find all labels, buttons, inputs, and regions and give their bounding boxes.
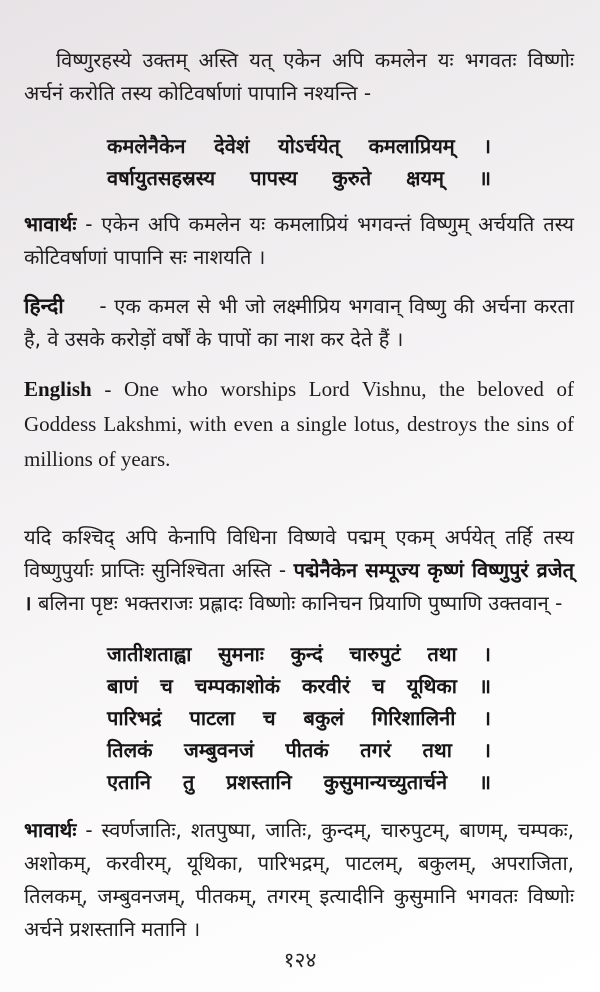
verse-block-1 [107, 130, 491, 194]
english-label: English [24, 377, 92, 401]
inline-quote: पद्मेनैकेन सम्पूज्य कृष्णं विष्णुपुरं व्रजेत् । [24, 558, 575, 615]
verse-line: पारिभद्रं पाटला च बकुलं गिरिशालिनी । [107, 706, 491, 730]
intro-text: विष्णुरहस्ये उक्तम् अस्ति यत् एकेन अपि कमलेन यः भगवतः विष्णोः अर्चनं करोति तस्य कोटिवर्षाणां पापानि नश्यन्ति - [24, 48, 574, 105]
hindi-text: - एक कमल से भी जो लक्ष्मीप्रिय भगवान् विष्णु की अर्चना करता है, वे उसके करोड़ों वर्षों के पापों का नाश कर देते हैं । [24, 294, 574, 351]
english-paragraph [24, 372, 574, 477]
hindi-label: हिन्दी [24, 294, 64, 318]
verse-block-2 [107, 638, 491, 798]
intro-paragraph [24, 44, 574, 110]
bhavartha-2-label: भावार्थः [24, 818, 77, 842]
bhavartha-1-text: - एकेन अपि कमलेन यः कमलाप्रियं भगवन्तं विष्णुम् अर्चयति तस्य कोटिवर्षाणां पापानि सः नाशयति । [24, 212, 575, 269]
bhavartha-1-label: भावार्थः [24, 212, 77, 236]
bhavartha-2-paragraph [24, 814, 574, 946]
verse-line: जातीशताह्वा सुमनाः कुन्दं चारुपुटं तथा । [107, 642, 491, 666]
verse-line: वर्षायुतसहस्रस्य पापस्य कुरुते क्षयम् ॥ [107, 166, 491, 190]
page-number: १२४ [283, 948, 317, 972]
verse-line: तिलकं जम्बुवनजं पीतकं तगरं तथा । [107, 738, 491, 762]
second-intro-tail: बलिना पृष्टः भक्तराजः प्रह्लादः विष्णोः कानिचन प्रियाणि पुष्पाणि उक्तवान् - [37, 591, 563, 615]
second-intro-paragraph [24, 521, 574, 620]
english-text: - One who worships Lord Vishnu, the beloved of Goddess Lakshmi, with even a single lotus, destroys the sins of millions of years. [24, 377, 574, 471]
verse-line: बाणं च चम्पकाशोकं करवीरं च यूथिका ॥ [107, 674, 491, 698]
verse-line: एतानि तु प्रशस्तानि कुसुमान्यच्युतार्चने ॥ [107, 770, 491, 794]
bhavartha-2-text: - स्वर्णजातिः, शतपुष्पा, जातिः, कुन्दम्, चारुपुटम्, बाणम्, चम्पकः, अशोकम्, करवीरम्, यूथिका, पारिभद्रम्, पाटलम्, बकुलम्, अपराजिता, तिलकम्, जम्बुवनजम्, पीतकम्, तगरम् इत्यादीनि कुसुमानि भगवतः विष्णोः अर्चने प्रशस्तानि मतानि । [24, 818, 575, 941]
second-intro-lead: यदि कश्चिद् अपि केनापि विधिना विष्णवे पद्मम् एकम् अर्पयेत् तर्हि तस्य विष्णुपुर्याः प्राप्तिः सुनिश्चिता अस्ति - [24, 525, 574, 582]
bhavartha-1-paragraph [24, 208, 574, 274]
verse-line: कमलेनैकेन देवेशं योऽर्चयेत् कमलाप्रियम् । [107, 134, 491, 158]
hindi-paragraph [24, 290, 574, 356]
